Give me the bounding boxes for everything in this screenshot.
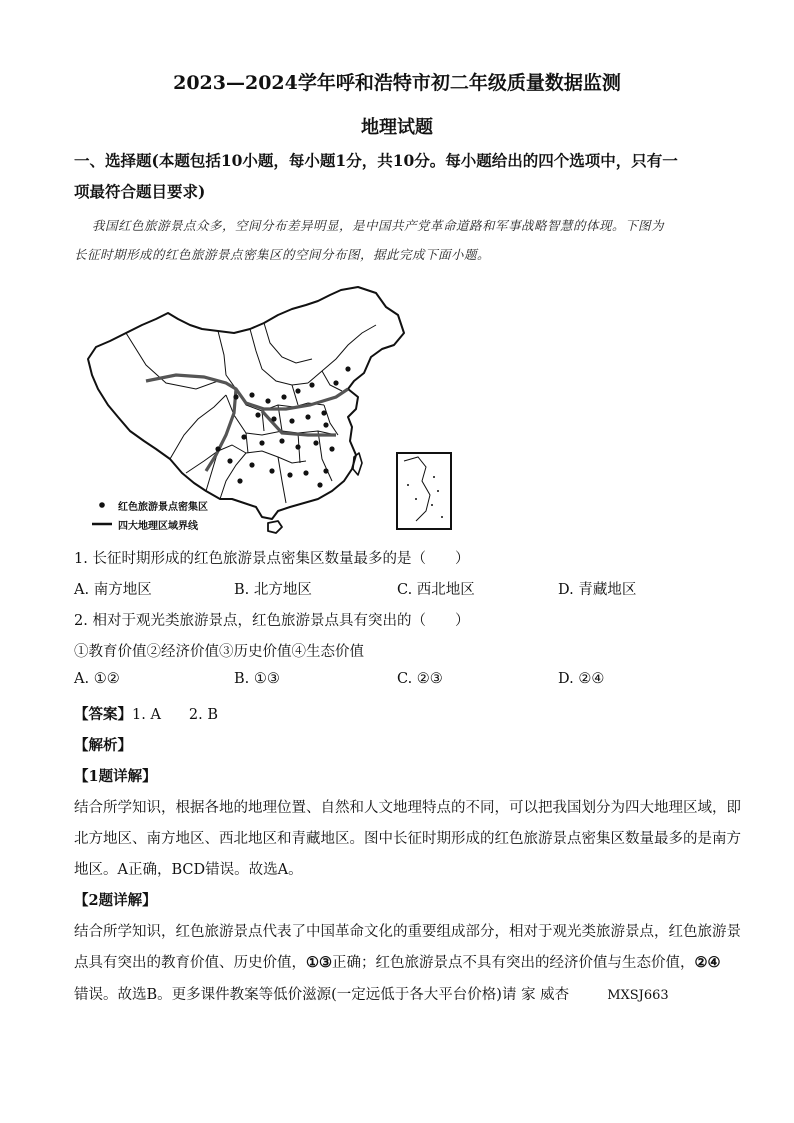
detail-2-line3-text: 错误。故选B。更多课件教案等低价滋源(一定远低于各大平台价格)请 家 威杏 (74, 987, 570, 1003)
question-2-statements: ①教育价值②经济价值③历史价值④生态价值 (74, 644, 364, 660)
detail-2-line2-part1: 点具有突出的教育价值、历史价值， (74, 955, 306, 971)
answer-line (74, 703, 218, 724)
detail-1-line2: 北方地区、南方地区、西北地区和青藏地区。图中长征时期形成的红色旅游景点密集区数量最多的是南方 (74, 831, 741, 847)
answer-1: 1. A (132, 707, 161, 723)
contact-code: MXSJ663 (607, 988, 669, 1003)
detail-1-label: 【1题详解】 (74, 768, 157, 785)
intro-line2: 长征时期形成的红色旅游景点密集区的空间分布图，据此完成下面小题。 (74, 247, 491, 262)
section-heading-line1: 一、选择题(本题包括10小题，每小题1分，共10分。每小题给出的四个选项中，只有一 (74, 151, 678, 170)
answer-2: 2. B (188, 707, 219, 723)
q1-option-c: C. 西北地区 (397, 582, 475, 598)
detail-2-line2-part2: 正确；红色旅游景点不具有突出的经济价值与生态价值， (332, 955, 695, 971)
detail-2-line2 (74, 951, 721, 972)
hainan-island (268, 521, 282, 533)
legend-line-label: 四大地理区域界线 (118, 521, 198, 532)
section-heading-line2: 项最符合题目要求) (74, 182, 206, 201)
detail-1-line1: 结合所学知识，根据各地的地理位置、自然和人文地理特点的不同，可以把我国划分为四大地理区域，即 (74, 800, 741, 816)
q2-option-d: D. ②④ (558, 671, 605, 687)
detail-2-line3 (74, 983, 669, 1004)
china-red-tourism-map (86, 285, 472, 535)
intro-line1: 我国红色旅游景点众多，空间分布差异明显，是中国共产党革命道路和军事战略智慧的体现。下图为 (92, 218, 665, 233)
map-legend (92, 502, 112, 524)
q1-option-d: D. 青藏地区 (558, 582, 637, 598)
province-borders (126, 323, 376, 503)
detail-2-correct-options: ①③ (306, 954, 332, 971)
south-china-sea-inset (397, 453, 451, 529)
detail-1-line3: 地区。A正确，BCD错误。故选A。 (74, 862, 303, 878)
q2-option-a: A. ①② (74, 671, 120, 687)
q1-option-b: B. 北方地区 (234, 582, 312, 598)
legend-dot-label: 红色旅游景点密集区 (118, 502, 208, 513)
q2-option-b: B. ①③ (234, 671, 280, 687)
legend-dot-symbol (99, 502, 105, 508)
question-1-stem: 1. 长征时期形成的红色旅游景点密集区数量最多的是（ ） (74, 551, 470, 567)
answer-label: 【答案】 (74, 706, 132, 723)
question-2-stem: 2. 相对于观光类旅游景点，红色旅游景点具有突出的（ ） (74, 613, 470, 629)
detail-2-label: 【2题详解】 (74, 892, 157, 909)
exam-subtitle: 地理试题 (361, 117, 433, 138)
exam-title: 2023—2024学年呼和浩特市初二年级质量数据监测 (173, 72, 621, 94)
q1-option-a: A. 南方地区 (74, 582, 152, 598)
detail-2-line1: 结合所学知识，红色旅游景点代表了中国革命文化的重要组成部分，相对于观光类旅游景点，红色旅游景 (74, 924, 741, 940)
analysis-label: 【解析】 (74, 737, 132, 754)
detail-2-wrong-options: ②④ (694, 954, 721, 971)
region-boundaries (146, 375, 348, 471)
q2-option-c: C. ②③ (397, 671, 443, 687)
